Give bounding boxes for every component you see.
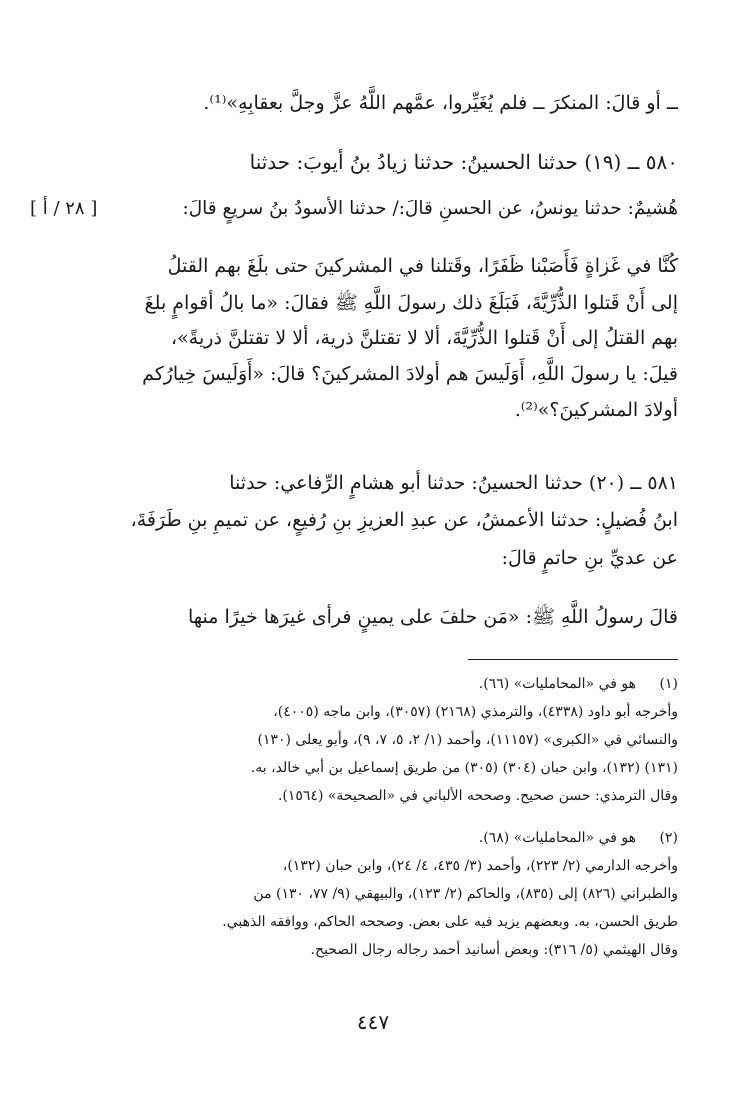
footnote-2-number: (٢): [659, 830, 678, 846]
footnote-2-line: وقال الهيثمي (٥/ ٣١٦): وبعض أسانيد أحمد رجاله رجال الصحيح.: [310, 942, 678, 958]
footnote-2-line: والطبراني (٨٢٦) إلى (٨٣٥)، والحاكم (٢/ ١٢٣)، والبيهقي (٩/ ٧٧، ١٣٠) من: [253, 886, 678, 902]
hadith-580-heading: ٥٨٠ ــ (١٩) حدثنا الحسينُ: حدثنا زيادُ بنُ أيوبَ: حدثنا: [249, 150, 678, 174]
footnote-1-line: (١٣١) (١٣٢)، وابن حبان (٣٠٤) (٣٠٥) من طريق إسماعيل بن أبي خالد، به.: [250, 760, 678, 776]
text-line: بهم القتلُ إلى أَنْ قَتلوا الذُّرِّيَّةَ، ألا لا تقتلنَّ ذرية، ألا لا تقتلنَّ ذريةً»،: [171, 327, 678, 349]
text-line: ــ أو قالَ: المنكرَ ــ فلم يُغَيِّروا، عمَّهم اللَّهُ عزَّ وجلَّ بعقابِهِ»⁽¹⁾.: [203, 92, 678, 114]
footnote-2-line: طريق الحسن، به. وبعضهم يزيد فيه على بعض. وصححه الحاكم، ووافقه الذهبي.: [222, 914, 678, 930]
text-line: قيلَ: يا رسولَ اللَّهِ، أَوَلَيسَ هم أولادَ المشركينَ؟ قالَ: «أَوَلَيسَ خِيارُكم: [142, 363, 678, 385]
footnote-1-line: وقال الترمذي: حسن صحيح. وصححه الألباني في «الصحيحة» (١٥٦٤).: [277, 788, 678, 804]
manuscript-folio-marker: [ ٢٨ / أ ]: [30, 198, 98, 219]
page-number: ٤٤٧: [356, 1010, 390, 1034]
hadith-581-heading: ٥٨١ ــ (٢٠) حدثنا الحسينُ: حدثنا أبو هشامٍ الرِّفاعي: حدثنا: [229, 472, 678, 494]
text-line: عن عديِّ بنِ حاتمٍ قالَ:: [501, 547, 678, 569]
footnote-1-line: والنسائي في «الكبرى» (١١١٥٧)، وأحمد (١/ ٢، ٥، ٧، ٩)، وأبو يعلى (١٣٠): [257, 732, 678, 748]
footnote-separator: [468, 659, 678, 660]
footnote-2-line: وأخرجه الدارمي (٢/ ٢٢٣)، وأحمد (٣/ ٤٣٥، ٤/ ٢٤)، وابن حبان (١٣٢)،: [282, 858, 678, 874]
text-line: أولادَ المشركينَ؟»⁽²⁾.: [514, 399, 678, 421]
footnote-1-line: هو في «المحامليات» (٦٦).: [478, 676, 636, 692]
text-line: قالَ رسولُ اللَّهِ ﷺ: «مَن حلفَ على يمينٍ فرأى غيرَها خيرًا منها: [187, 606, 678, 628]
text-line: هُشيمٌ: حدثنا يونسُ، عن الحسنِ قالَ:/ حدثنا الأسودُ بنُ سريعٍ قالَ:: [182, 198, 678, 219]
text-line: إلى أَنْ قَتلوا الذُّرِّيَّةَ، فَبَلَغَ ذلك رسولَ اللَّهِ ﷺ فقالَ: «ما بالُ أقوامٍ بلغَ: [144, 292, 678, 314]
footnote-2-line: هو في «المحامليات» (٦٨).: [478, 830, 636, 846]
text-line: ابنُ فُضيلٍ: حدثنا الأعمشُ، عن عبدِ العزيزِ بنِ رُفيعٍ، عن تميمِ بنِ طَرَفَةَ،: [130, 509, 678, 531]
footnote-1-number: (١): [659, 676, 678, 692]
footnote-1-line: وأخرجه أبو داود (٤٣٣٨)، والترمذي (٢١٦٨) (٣٠٥٧)، وابن ماجه (٤٠٠٥)،: [273, 704, 678, 720]
text-line: كُنَّا في غَزاةٍ فَأَصَبْنا ظَفَرًا، وقَتلنا في المشركينَ حتى بلَغَ بهم القتلُ: [167, 255, 678, 277]
